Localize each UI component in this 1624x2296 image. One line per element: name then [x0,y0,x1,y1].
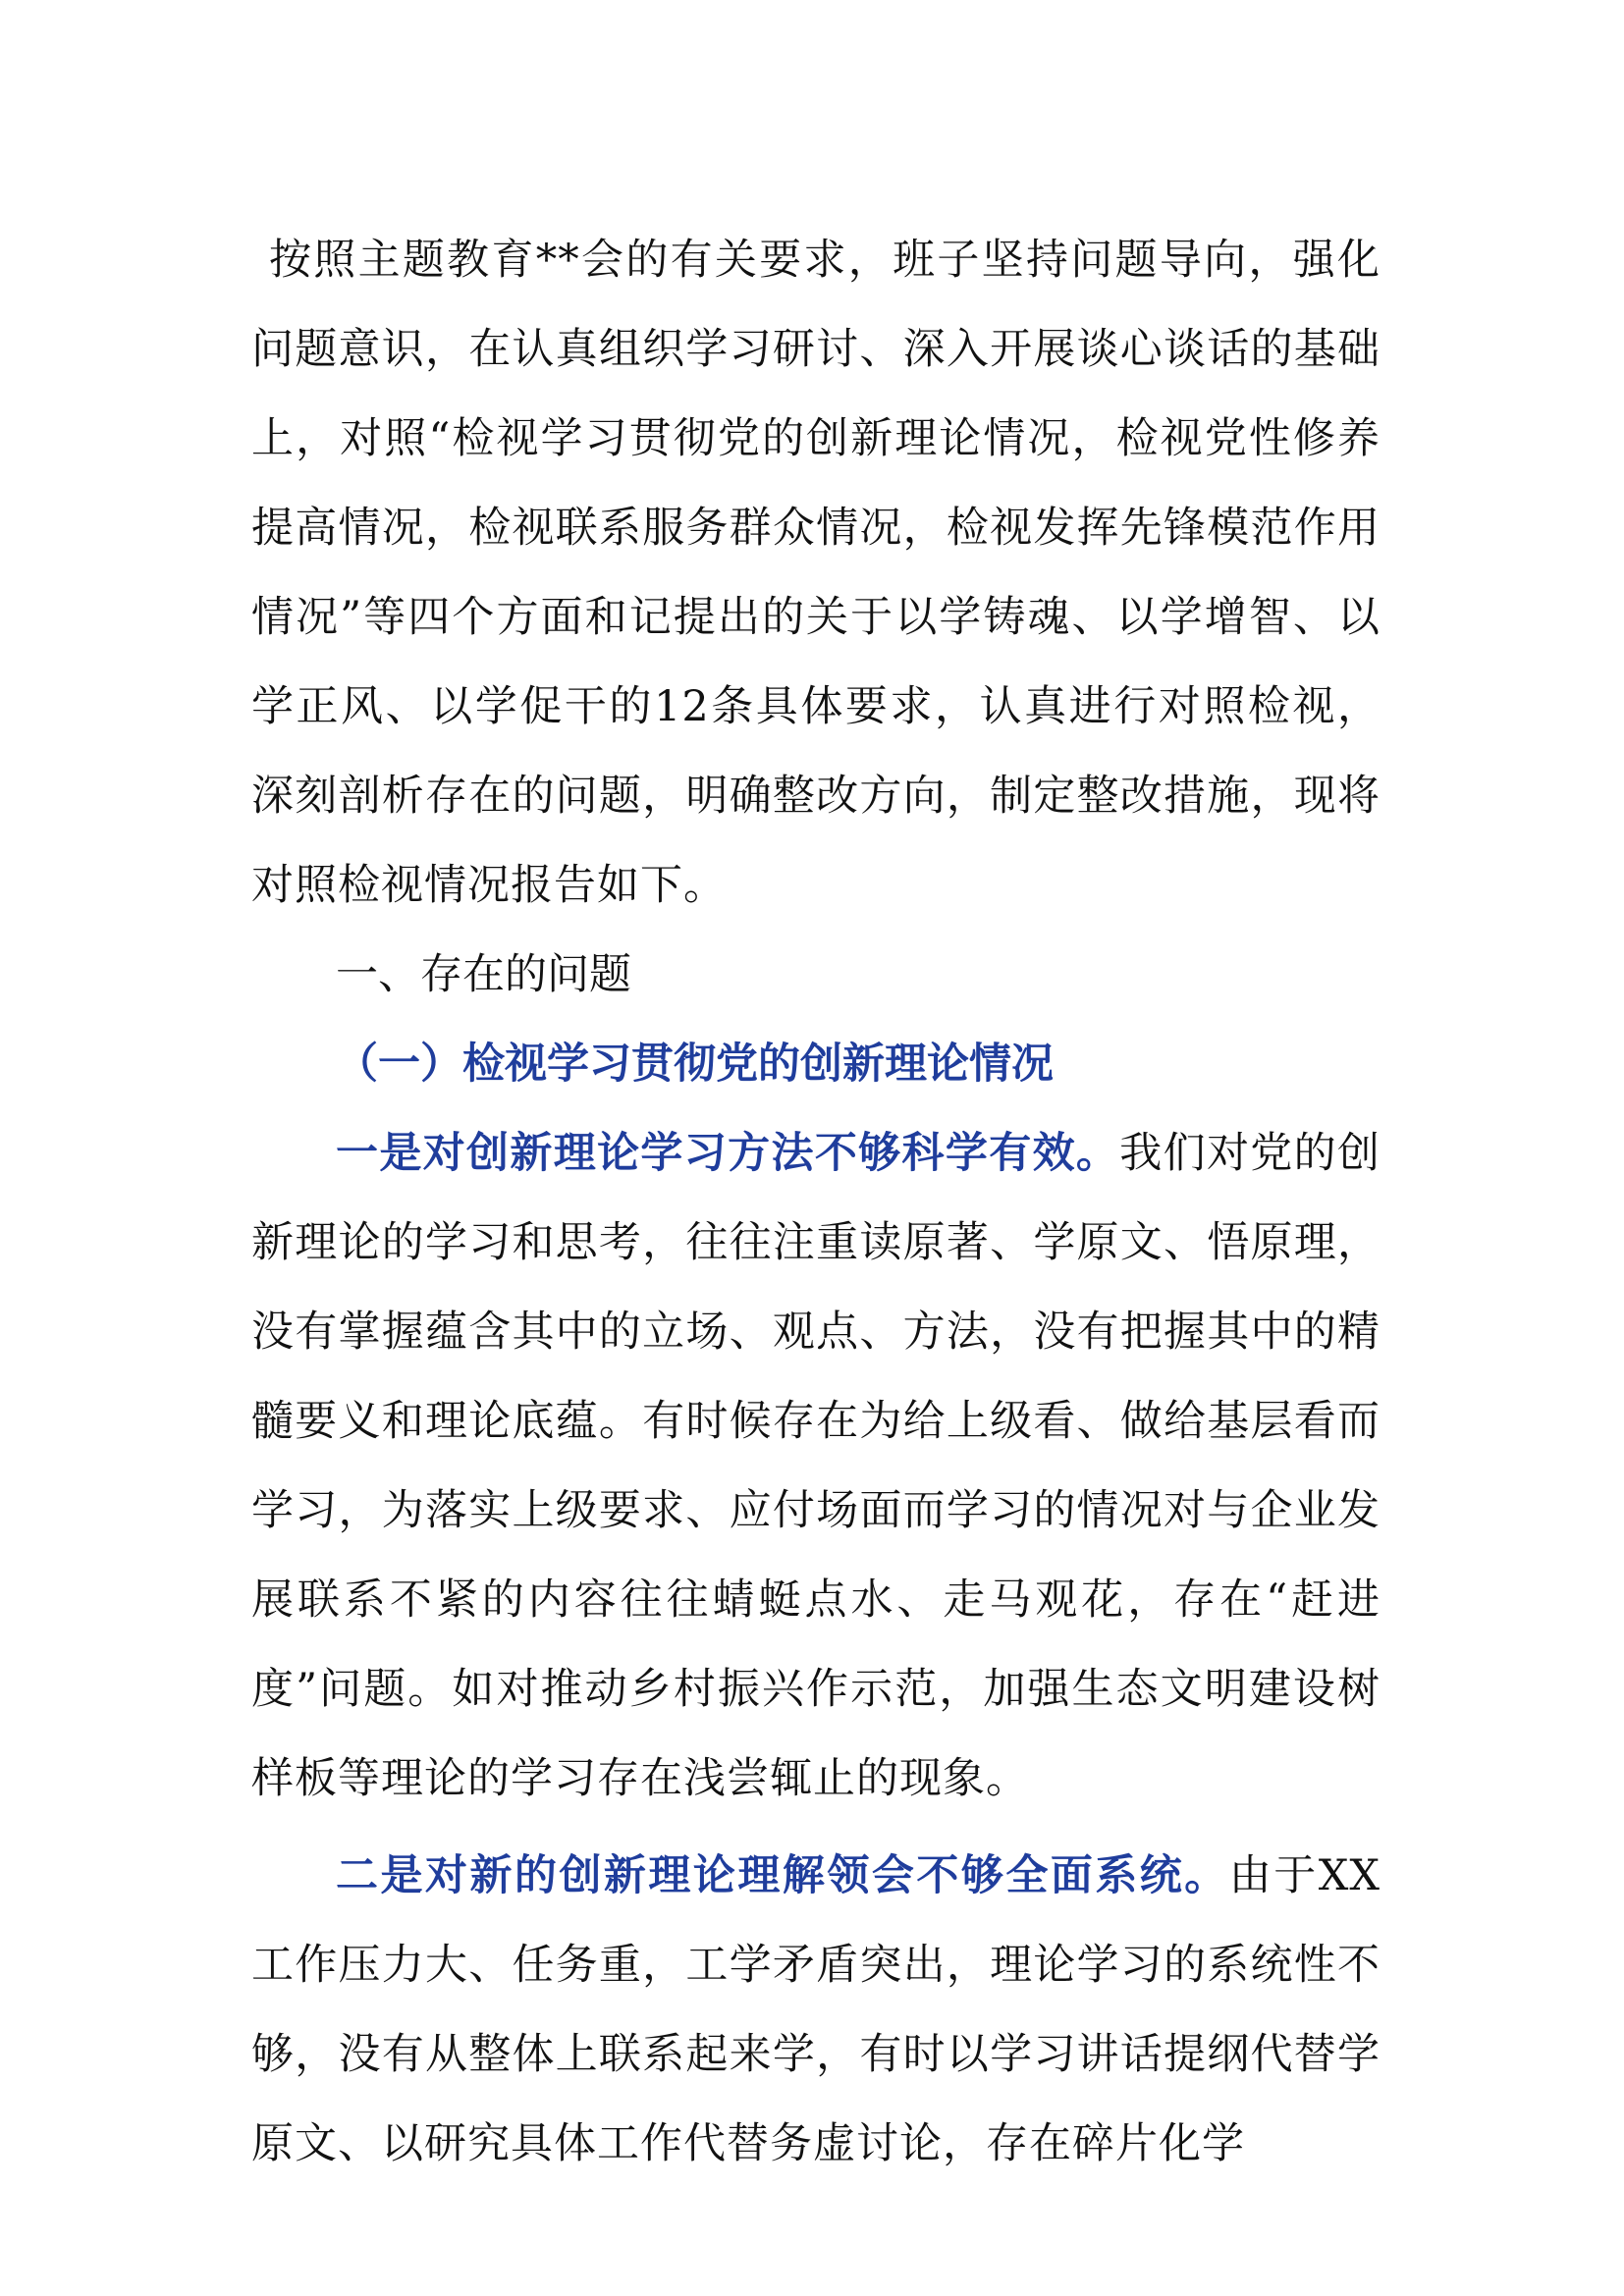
paragraph-gap [251,1824,1380,1832]
point-paragraph-2 [251,1832,1380,2189]
subsection-title: （一）检视学习贯彻党的创新理论情况 [336,1040,1054,1089]
document-body [251,216,1380,2189]
point-paragraph-1 [251,1109,1380,1824]
point-body-1: 我们对党的创新理论的学习和思考，往往注重读原著、学原文、悟原理，没有掌握蕴含其中的立场、观点、方法，没有把握其中的精髓要义和理论底蕴。有时候存在为给上级看、做给基层看而学习，为落实上级要求、应付场面而学习的情况对与企业发展联系不紧的内容往往蜻蜓点水、走马观花，存在“赶进度”问题。如对推动乡村振兴作示范，加强生态文明建设树样板等理论的学习存在浅尝辄止的现象。 [251,1129,1381,1803]
point-lead-2: 二是对新的创新理论理解领会不够全面系统。 [336,1851,1229,1900]
point-lead-1: 一是对创新理论学习方法不够科学有效。 [336,1129,1120,1178]
intro-paragraph: 按照主题教育**会的有关要求，班子坚持问题导向，强化问题意识，在认真组织学习研讨、深入开展谈心谈话的基础上，对照“检视学习贯彻党的创新理论情况，检视党性修养提高情况，检视联系服务群众情况，检视发挥先锋模范作用情况”等四个方面和记提出的关于以学铸魂、以学增智、以学正风、以学促干的12条具体要求，认真进行对照检视，深刻剖析存在的问题，明确整改方向，制定整改措施，现将对照检视情况报告如下。 [251,236,1380,910]
point-body-2: 由于XX工作压力大、任务重，工学矛盾突出，理论学习的系统性不够，没有从整体上联系起来学，有时以学习讲话提纲代替学原文、以研究具体工作代替务虚讨论，存在碎片化学 [251,1851,1381,2168]
section-title: 一、存在的问题 [336,950,631,999]
